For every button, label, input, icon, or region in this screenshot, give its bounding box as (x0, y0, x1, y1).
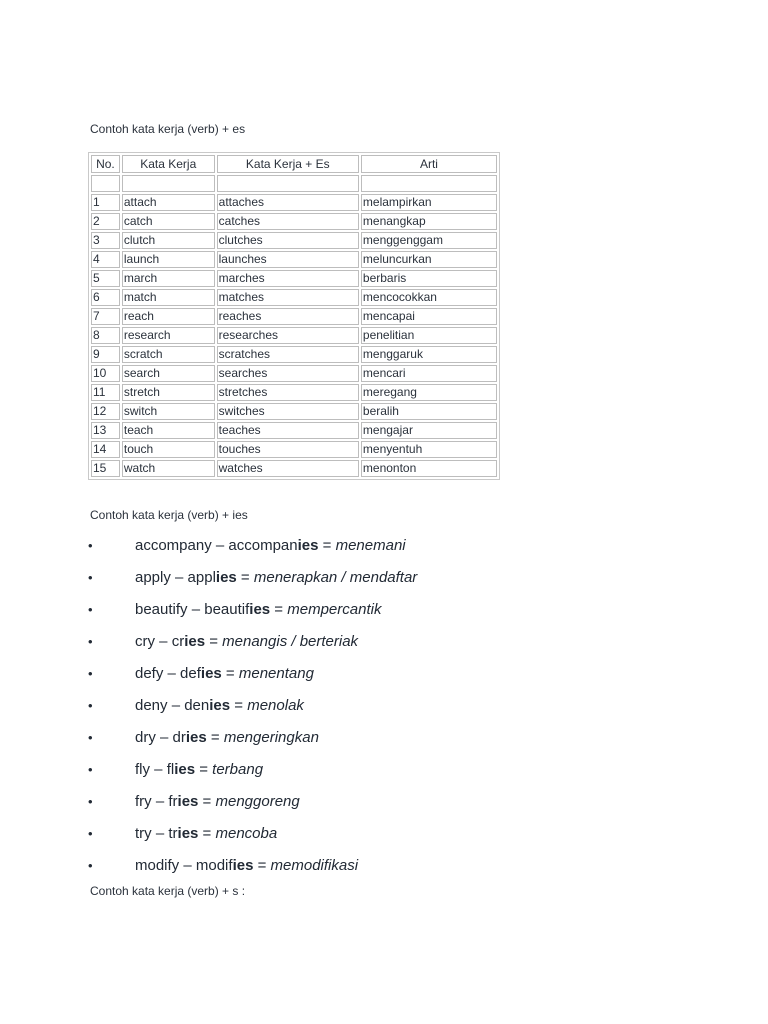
list-item (88, 728, 417, 748)
separator: – (151, 825, 169, 842)
equals-sign: = (205, 633, 223, 650)
table-row (91, 346, 497, 363)
verb-es-table (88, 152, 500, 480)
ies-suffix: ies (249, 601, 271, 618)
cell-verb: catch (122, 213, 215, 230)
list-bullet: • (88, 858, 93, 873)
base-verb: defy (135, 665, 164, 682)
equals-sign: = (230, 697, 248, 714)
equals-sign: = (195, 761, 213, 778)
list-bullet: • (88, 634, 93, 649)
separator: – (211, 537, 229, 554)
separator: – (151, 793, 169, 810)
list-bullet: • (88, 602, 93, 617)
cell-meaning: melampirkan (361, 194, 497, 211)
cell-verb-es: reaches (217, 308, 359, 325)
ies-suffix: ies (177, 825, 199, 842)
cell-verb: match (122, 289, 215, 306)
equals-sign: = (198, 793, 216, 810)
verb-stem: cr (171, 633, 185, 650)
separator: – (187, 601, 205, 618)
verb-stem: appl (187, 569, 216, 586)
list-bullet: • (88, 698, 93, 713)
list-item (88, 664, 417, 684)
cell-verb-es: catches (217, 213, 359, 230)
cell-no: 2 (91, 213, 120, 230)
cell-verb: scratch (122, 346, 215, 363)
cell-no: 10 (91, 365, 120, 382)
empty-cell (122, 175, 215, 192)
cell-verb: clutch (122, 232, 215, 249)
cell-no: 13 (91, 422, 120, 439)
cell-no: 6 (91, 289, 120, 306)
list-item (88, 696, 417, 716)
column-header-kata-kerja: Kata Kerja (122, 155, 215, 173)
cell-no: 14 (91, 441, 120, 458)
cell-verb: reach (122, 308, 215, 325)
cell-verb: search (122, 365, 215, 382)
equals-sign: = (236, 569, 254, 586)
separator: – (163, 665, 181, 682)
cell-verb-es: touches (217, 441, 359, 458)
list-item (88, 632, 417, 652)
cell-verb-es: searches (217, 365, 359, 382)
cell-meaning: mencocokkan (361, 289, 497, 306)
cell-meaning: menggaruk (361, 346, 497, 363)
ies-suffix: ies (232, 857, 254, 874)
section-heading-es: Contoh kata kerja (verb) + es (90, 122, 246, 136)
cell-meaning: menyentuh (361, 441, 497, 458)
table-row (91, 403, 497, 420)
ies-suffix: ies (200, 665, 222, 682)
verb-stem: tr (168, 825, 178, 842)
empty-cell (217, 175, 359, 192)
cell-verb-es: stretches (217, 384, 359, 401)
table-row (91, 327, 497, 344)
cell-meaning: meluncurkan (361, 251, 497, 268)
equals-sign: = (221, 665, 239, 682)
ies-suffix: ies (297, 537, 319, 554)
cell-meaning: mengajar (361, 422, 497, 439)
table-row (91, 289, 497, 306)
cell-no: 5 (91, 270, 120, 287)
cell-verb-es: switches (217, 403, 359, 420)
table-header-row (91, 155, 497, 173)
base-verb: fry (135, 793, 152, 810)
cell-meaning: penelitian (361, 327, 497, 344)
cell-verb: watch (122, 460, 215, 477)
cell-verb-es: scratches (217, 346, 359, 363)
table-row (91, 232, 497, 249)
table-row (91, 384, 497, 401)
meaning: menerapkan / mendaftar (253, 569, 418, 586)
list-item (88, 600, 417, 620)
cell-verb-es: launches (217, 251, 359, 268)
cell-verb-es: marches (217, 270, 359, 287)
ies-suffix: ies (185, 729, 207, 746)
verb-stem: dr (172, 729, 186, 746)
ies-suffix: ies (215, 569, 237, 586)
meaning: mencoba (215, 825, 278, 842)
base-verb: beautify (135, 601, 188, 618)
cell-meaning: beralih (361, 403, 497, 420)
verb-stem: fl (166, 761, 175, 778)
meaning: menentang (238, 665, 314, 682)
equals-sign: = (253, 857, 271, 874)
list-item (88, 824, 417, 844)
cell-verb: switch (122, 403, 215, 420)
base-verb: try (135, 825, 152, 842)
cell-no: 4 (91, 251, 120, 268)
table-row (91, 251, 497, 268)
table-row (91, 270, 497, 287)
table-row (91, 213, 497, 230)
verb-stem: def (180, 665, 201, 682)
cell-verb-es: attaches (217, 194, 359, 211)
cell-meaning: berbaris (361, 270, 497, 287)
equals-sign: = (198, 825, 216, 842)
separator: – (155, 633, 172, 650)
verb-stem: accompan (228, 537, 298, 554)
ies-suffix: ies (184, 633, 206, 650)
ies-suffix: ies (177, 793, 199, 810)
cell-meaning: mencapai (361, 308, 497, 325)
ies-suffix: ies (209, 697, 231, 714)
separator: – (150, 761, 167, 778)
cell-no: 15 (91, 460, 120, 477)
cell-verb-es: researches (217, 327, 359, 344)
cell-meaning: menonton (361, 460, 497, 477)
list-bullet: • (88, 826, 93, 841)
meaning: menggoreng (215, 793, 300, 810)
list-bullet: • (88, 570, 93, 585)
cell-verb: attach (122, 194, 215, 211)
table-row (91, 194, 497, 211)
cell-verb-es: teaches (217, 422, 359, 439)
empty-cell (361, 175, 497, 192)
meaning: menangis / berteriak (222, 633, 359, 650)
cell-no: 8 (91, 327, 120, 344)
section-heading-s: Contoh kata kerja (verb) + s : (90, 884, 246, 898)
equals-sign: = (270, 601, 288, 618)
cell-verb-es: watches (217, 460, 359, 477)
cell-no: 12 (91, 403, 120, 420)
column-header-no: No. (91, 155, 120, 173)
equals-sign: = (318, 537, 336, 554)
cell-no: 11 (91, 384, 120, 401)
meaning: mempercantik (287, 601, 382, 618)
list-item (88, 536, 417, 556)
table-row (91, 308, 497, 325)
base-verb: modify (135, 857, 180, 874)
cell-verb: touch (122, 441, 215, 458)
meaning: terbang (212, 761, 264, 778)
base-verb: cry (135, 633, 155, 650)
base-verb: dry (135, 729, 156, 746)
separator: – (179, 857, 196, 874)
equals-sign: = (206, 729, 224, 746)
list-bullet: • (88, 666, 93, 681)
meaning: mengeringkan (223, 729, 319, 746)
base-verb: apply (135, 569, 171, 586)
cell-meaning: meregang (361, 384, 497, 401)
base-verb: deny (135, 697, 168, 714)
verb-stem: beautif (204, 601, 250, 618)
list-item (88, 856, 417, 876)
cell-verb-es: clutches (217, 232, 359, 249)
list-item (88, 760, 417, 780)
column-header-arti: Arti (361, 155, 497, 173)
list-bullet: • (88, 730, 93, 745)
cell-verb: launch (122, 251, 215, 268)
cell-no: 3 (91, 232, 120, 249)
cell-no: 7 (91, 308, 120, 325)
cell-verb: stretch (122, 384, 215, 401)
base-verb: accompany (135, 537, 212, 554)
table-row (91, 441, 497, 458)
cell-meaning: menangkap (361, 213, 497, 230)
section-heading-ies: Contoh kata kerja (verb) + ies (90, 508, 248, 522)
cell-no: 1 (91, 194, 120, 211)
column-header-kata-kerja-es: Kata Kerja + Es (217, 155, 359, 173)
cell-verb-es: matches (217, 289, 359, 306)
base-verb: fly (135, 761, 150, 778)
list-bullet: • (88, 538, 93, 553)
meaning: menolak (247, 697, 304, 714)
cell-verb: teach (122, 422, 215, 439)
cell-meaning: menggenggam (361, 232, 497, 249)
list-bullet: • (88, 794, 93, 809)
table-empty-row (91, 175, 497, 192)
table-row (91, 460, 497, 477)
list-bullet: • (88, 762, 93, 777)
ies-verb-list (88, 536, 417, 876)
verb-stem: modif (195, 857, 233, 874)
separator: – (170, 569, 188, 586)
cell-verb: research (122, 327, 215, 344)
cell-meaning: mencari (361, 365, 497, 382)
separator: – (155, 729, 173, 746)
list-item (88, 792, 417, 812)
ies-suffix: ies (174, 761, 196, 778)
table-row (91, 422, 497, 439)
table-row (91, 365, 497, 382)
meaning: menemani (335, 537, 406, 554)
list-item (88, 568, 417, 588)
separator: – (167, 697, 185, 714)
verb-stem: fr (168, 793, 178, 810)
cell-no: 9 (91, 346, 120, 363)
cell-verb: march (122, 270, 215, 287)
meaning: memodifikasi (270, 857, 359, 874)
empty-cell (91, 175, 120, 192)
verb-stem: den (184, 697, 210, 714)
